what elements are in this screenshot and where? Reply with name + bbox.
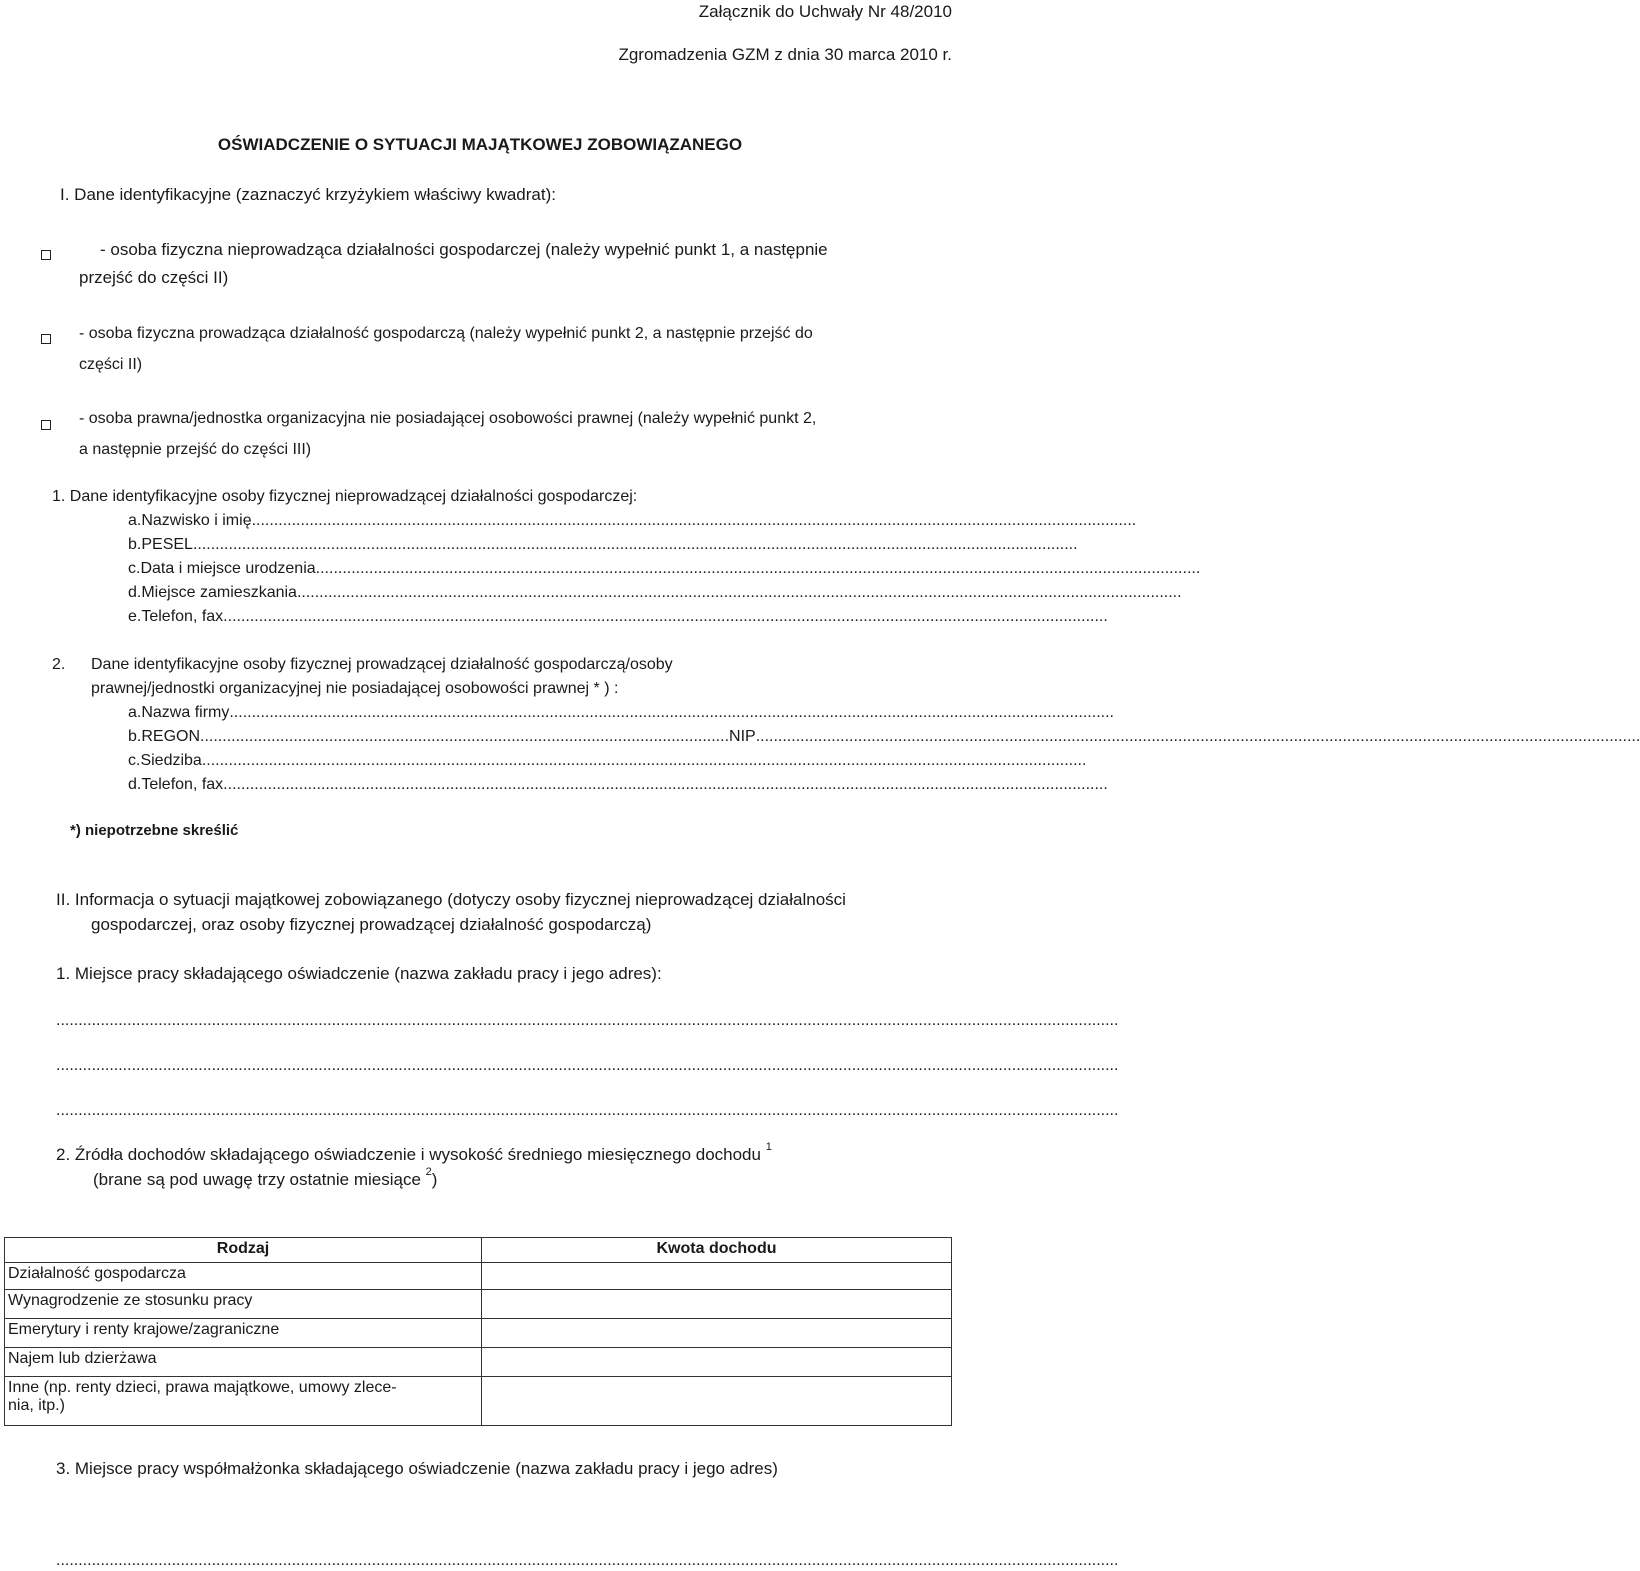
row-label: Najem lub dzierżawa <box>5 1348 482 1377</box>
field-label: Telefon, fax <box>141 776 224 793</box>
field-letter: c. <box>128 560 141 577</box>
fill-line: ....................................................................................................................................................................................................... <box>251 512 1137 529</box>
field-nazwisko[interactable] <box>128 512 1137 530</box>
table-row <box>5 1290 952 1319</box>
footnote-strike: *) niepotrzebne skreślić <box>70 822 239 839</box>
field-nazwa-firmy[interactable] <box>128 704 1114 722</box>
option-2-line1: - osoba fizyczna prowadząca działalność gospodarczą (należy wypełnić punkt 2, a następnie przejść do <box>79 325 813 342</box>
checkbox-option-2[interactable] <box>41 334 51 344</box>
field-letter: b. <box>128 728 142 745</box>
field-label: PESEL <box>141 536 193 553</box>
checkbox-option-1[interactable] <box>41 250 51 260</box>
point2-number: 2. <box>52 656 66 673</box>
table-row <box>5 1348 952 1377</box>
field-label: Miejsce zamieszkania <box>141 584 297 601</box>
field-siedziba[interactable] <box>128 752 1087 770</box>
row-label-line1: Inne (np. renty dzieci, prawa majątkowe, umowy zlece- <box>8 1379 397 1396</box>
fill-line: ....................................................................................................................................................................................................... <box>296 584 1182 601</box>
field-label-nip: NIP <box>729 728 756 745</box>
section2-item3: 3. Miejsce pracy współmałżonka składającego oświadczenie (nazwa zakładu pracy i jego adres) <box>56 1459 778 1478</box>
table-row <box>5 1377 952 1426</box>
fill-line: ....................................................................................................................................................................................................... <box>315 560 1201 577</box>
amount-cell[interactable] <box>482 1263 952 1290</box>
fill-line-2[interactable]: ............................................................................................................................................................................................................................................... <box>56 1057 1119 1074</box>
field-letter: a. <box>128 704 142 721</box>
fill-line: ....................................................................................................................... <box>200 728 730 745</box>
fill-line: ....................................................................................................................................................................................................... <box>192 536 1078 553</box>
col-header-rodzaj: Rodzaj <box>5 1238 482 1263</box>
field-label: Telefon, fax <box>141 608 224 625</box>
field-label: Siedziba <box>140 752 202 769</box>
item2-text2: (brane są pod uwagę trzy ostatnie miesiące <box>93 1170 421 1189</box>
field-regon-nip[interactable] <box>128 728 1640 746</box>
point2-line1: Dane identyfikacyjne osoby fizycznej prowadzącej działalność gospodarczą/osoby <box>91 656 673 673</box>
field-letter: c. <box>128 752 141 769</box>
fill-line: ....................................................................................................................................................................................................... <box>223 608 1108 625</box>
point2-line2: prawnej/jednostki organizacyjnej nie posiadającej osobowości prawnej * ) : <box>91 680 619 697</box>
section2-heading-line1: II. Informacja o sytuacji majątkowej zobowiązanego (dotyczy osoby fizycznej nieprowadzącej działalności <box>56 890 846 909</box>
section2-item2-line2 <box>93 1166 438 1190</box>
row-label: Wynagrodzenie ze stosunku pracy <box>5 1290 482 1319</box>
field-label: Data i miejsce urodzenia <box>140 560 316 577</box>
amount-cell[interactable] <box>482 1377 952 1426</box>
field-label-regon: REGON <box>141 728 201 745</box>
annex-header-line1: Załącznik do Uchwały Nr 48/2010 <box>698 2 952 21</box>
income-table <box>4 1237 952 1426</box>
section2-heading-line2: gospodarczej, oraz osoby fizycznej prowadzącej działalność gospodarczą) <box>91 915 652 934</box>
field-pesel[interactable] <box>128 536 1078 554</box>
table-header-row <box>5 1238 952 1263</box>
table-row <box>5 1319 952 1348</box>
row-label-line2: nia, itp.) <box>8 1397 65 1414</box>
checkbox-option-3[interactable] <box>41 420 51 430</box>
fill-line: ....................................................................................................................................................................................................... <box>201 752 1087 769</box>
fill-line: ....................................................................................................................................................................................................... <box>229 704 1114 721</box>
section2-item2-line1 <box>56 1141 772 1165</box>
footnote-ref-1: 1 <box>765 1141 772 1153</box>
field-telefon-fax-2[interactable] <box>128 776 1108 794</box>
field-letter: e. <box>128 608 142 625</box>
section1-heading: I. Dane identyfikacyjne (zaznaczyć krzyżykiem właściwy kwadrat): <box>60 185 556 204</box>
amount-cell[interactable] <box>482 1290 952 1319</box>
fill-line-1[interactable]: ............................................................................................................................................................................................................................................... <box>56 1012 1119 1029</box>
annex-header-line2: Zgromadzenia GZM z dnia 30 marca 2010 r. <box>618 45 952 64</box>
document-title: OŚWIADCZENIE O SYTUACJI MAJĄTKOWEJ ZOBOWIĄZANEGO <box>217 135 743 154</box>
section2-item1: 1. Miejsce pracy składającego oświadczenie (nazwa zakładu pracy i jego adres): <box>56 964 662 983</box>
field-label: Nazwa firmy <box>141 704 230 721</box>
col-header-kwota: Kwota dochodu <box>482 1238 952 1263</box>
field-telefon-fax-1[interactable] <box>128 608 1108 626</box>
option-1-line2: przejść do części II) <box>79 268 229 287</box>
option-1-line1: - osoba fizyczna nieprowadząca działalności gospodarczej (należy wypełnić punkt 1, a następnie <box>100 240 828 259</box>
fill-line-4[interactable]: ............................................................................................................................................................................................................................................... <box>56 1552 1119 1569</box>
item2-text: 2. Źródła dochodów składającego oświadczenie i wysokość średniego miesięcznego dochodu <box>56 1145 761 1164</box>
row-label: Emerytury i renty krajowe/zagraniczne <box>5 1319 482 1348</box>
footnote-ref-2: 2 <box>425 1166 432 1178</box>
row-label: Działalność gospodarcza <box>5 1263 482 1290</box>
fill-line: ....................................................................................................................................................................................................... <box>755 728 1640 745</box>
fill-line-3[interactable]: ............................................................................................................................................................................................................................................... <box>56 1102 1119 1119</box>
field-miejsce-zamieszkania[interactable] <box>128 584 1182 602</box>
field-letter: b. <box>128 536 142 553</box>
field-letter: d. <box>128 584 142 601</box>
item2-close: ) <box>431 1170 438 1189</box>
point1-heading: 1. Dane identyfikacyjne osoby fizycznej nieprowadzącej działalności gospodarczej: <box>52 488 638 505</box>
option-3-line1: - osoba prawna/jednostka organizacyjna nie posiadającej osobowości prawnej (należy wypełnić punkt 2, <box>79 410 817 427</box>
row-label-inne <box>5 1377 482 1426</box>
option-3-line2: a następnie przejść do części III) <box>79 441 312 458</box>
amount-cell[interactable] <box>482 1319 952 1348</box>
field-data-miejsce-urodzenia[interactable] <box>128 560 1201 578</box>
amount-cell[interactable] <box>482 1348 952 1377</box>
fill-line: ....................................................................................................................................................................................................... <box>223 776 1108 793</box>
table-row <box>5 1263 952 1290</box>
field-letter: d. <box>128 776 142 793</box>
field-label: Nazwisko i imię <box>141 512 252 529</box>
option-2-line2: części II) <box>79 356 143 373</box>
field-letter: a. <box>128 512 142 529</box>
